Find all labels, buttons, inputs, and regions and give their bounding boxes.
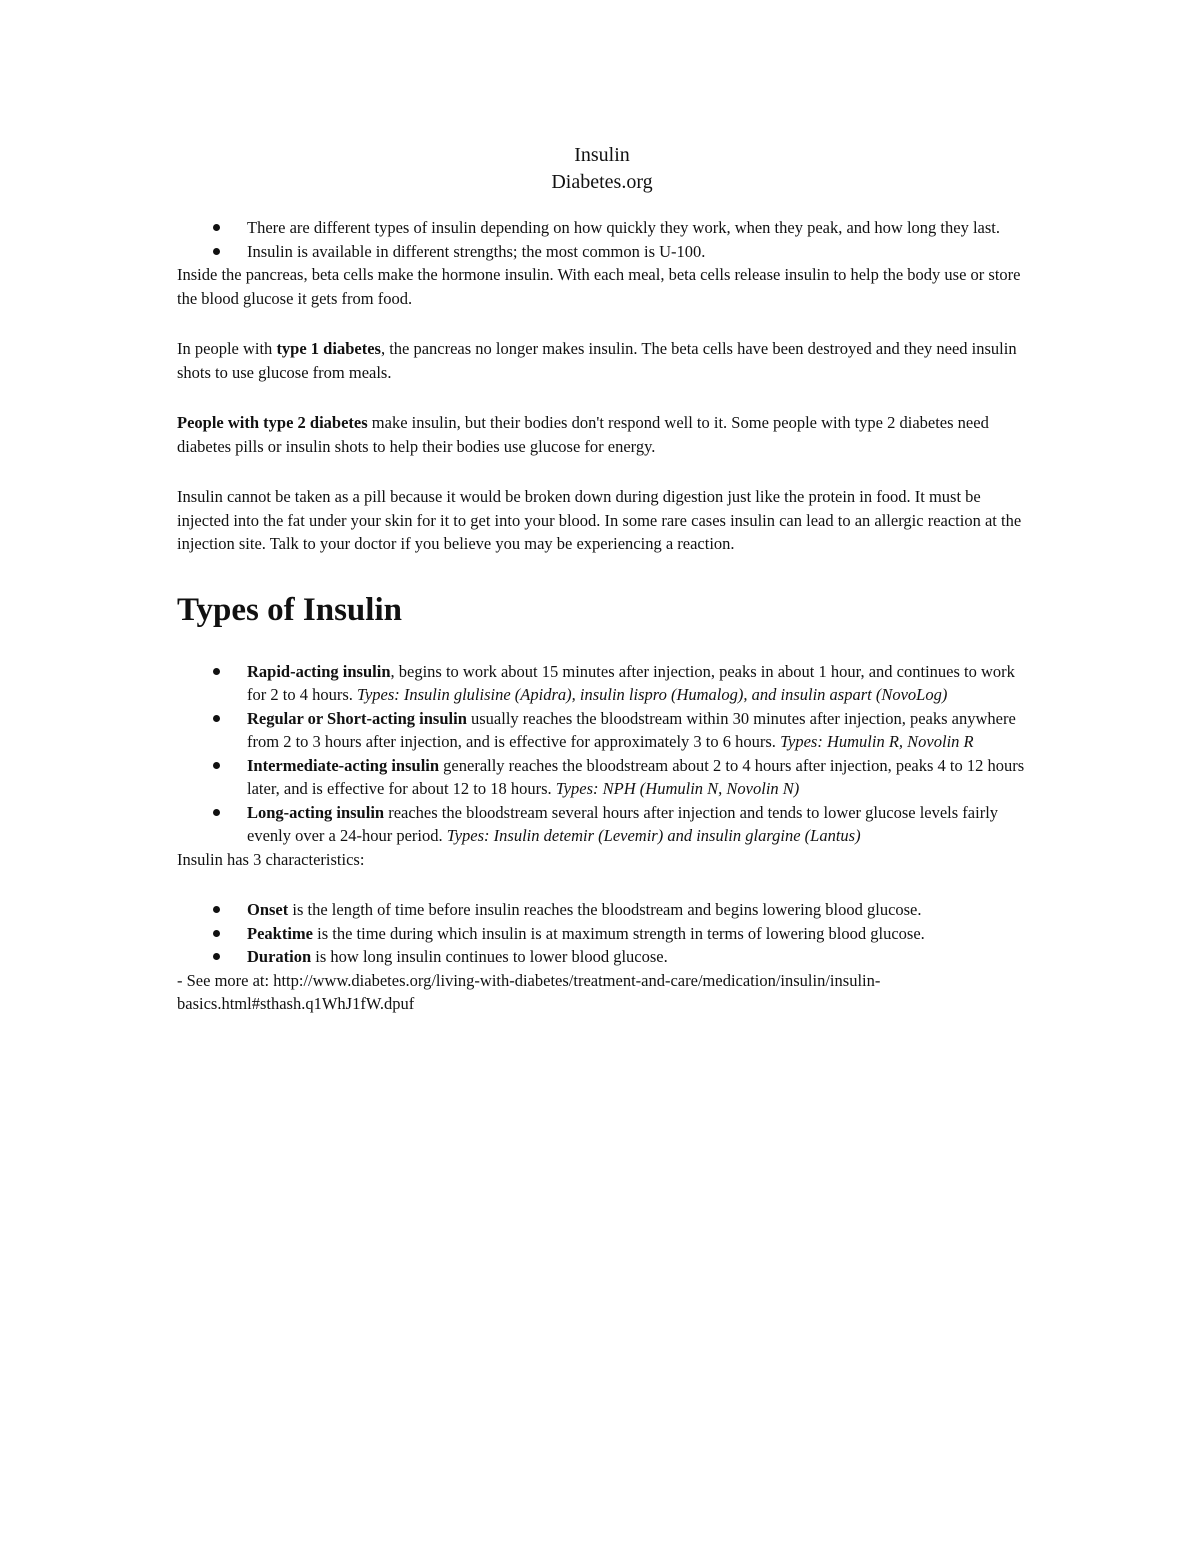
insulin-type-term: Long-acting insulin (247, 802, 385, 822)
list-item (247, 801, 1027, 848)
list-item (247, 754, 1027, 801)
bullet-icon (213, 224, 220, 231)
summary-text: Insulin is available in different strengths; the most common is U-100. (247, 241, 706, 261)
characteristic-term: Peaktime (247, 923, 313, 943)
insulin-type-examples: Types: NPH (Humulin N, Novolin N) (555, 779, 800, 798)
section-heading-types: Types of Insulin (177, 591, 402, 628)
insulin-types-list (177, 660, 1027, 848)
characteristic-term: Onset (247, 900, 289, 919)
source-link-text: - See more at: http://www.diabetes.org/living-with-diabetes/treatment-and-care/medication/insulin/insulin-basics.html#sthash.q1WhJ1fW.dpuf (177, 970, 881, 1013)
title-block (177, 142, 1027, 196)
insulin-type-examples: Types: Humulin R, Novolin R (780, 732, 974, 751)
bullet-icon (213, 715, 220, 722)
bullet-icon (213, 762, 220, 769)
insulin-type-text: usually reaches the bloodstream within 30 minutes after injection, peaks anywhere from 2 to 3 hours after injection, and is effective for approximately 3 to 6 hours. (247, 708, 1016, 751)
document-content (177, 142, 1027, 1016)
characteristics-intro: Insulin has 3 characteristics: (177, 849, 365, 869)
summary-text: There are different types of insulin depending on how quickly they work, when they peak, and how long they last. (247, 218, 1001, 237)
list-item (247, 922, 1027, 946)
bullet-icon (213, 668, 220, 675)
insulin-type-examples: Types: Insulin detemir (Levemir) and insulin glargine (Lantus) (446, 826, 861, 845)
list-item (247, 216, 1027, 240)
insulin-type-term: Rapid-acting insulin (247, 661, 391, 681)
paragraph-type2 (177, 411, 1027, 458)
insulin-type-term: Intermediate-acting insulin (247, 755, 440, 775)
list-item (247, 240, 1027, 264)
list-item (247, 707, 1027, 754)
list-item (247, 898, 1027, 922)
bold-term: People with (177, 413, 264, 432)
insulin-type-text: reaches the bloodstream several hours after injection and tends to lower glucose levels fairly evenly over a 24-hour period. (247, 802, 999, 845)
list-item (247, 660, 1027, 707)
bullet-icon (213, 248, 220, 255)
document-source: Diabetes.org (551, 171, 653, 193)
paragraph-text: In people with (177, 339, 277, 358)
characteristic-text: is the time during which insulin is at maximum strength in terms of lowering blood glucose. (312, 923, 925, 943)
paragraph-type1 (177, 337, 1027, 384)
insulin-type-text: generally reaches the bloodstream about 2 to 4 hours after injection, peaks 4 to 12 hours later, and is effective for about 12 to 18 hours. (247, 755, 1025, 798)
paragraph-beta-cells: Inside the pancreas, beta cells make the hormone insulin. With each meal, beta cells release insulin to help the body use or store the blood glucose it gets from food. (177, 265, 1021, 308)
characteristic-text: is the length of time before insulin reaches the bloodstream and begins lowering blood glucose. (288, 900, 922, 919)
summary-list (177, 216, 1027, 263)
insulin-type-term: Regular or Short-acting insulin (247, 708, 467, 728)
list-item (247, 945, 1027, 969)
characteristic-text: is how long insulin continues to lower blood glucose. (311, 947, 668, 966)
paragraph-injection: Insulin cannot be taken as a pill because it would be broken down during digestion just like the protein in food. It must be injected into the fat under your skin for it to get into your blood. In some rare cases insulin can lead to an allergic reaction at the injection site. Talk to your doctor if you believe you may be experiencing a reaction. (177, 487, 1022, 553)
bullet-icon (213, 930, 220, 937)
insulin-type-text: , begins to work about 15 minutes after injection, peaks in about 1 hour, and continues to work for 2 to 4 hours. (247, 661, 1015, 704)
paragraph-text: , the pancreas no longer makes insulin. The beta cells have been destroyed and they need insulin shots to use glucose from meals. (177, 339, 1017, 382)
characteristic-term: Duration (247, 947, 312, 966)
paragraph-text: make insulin, but their bodies don't respond well to it. Some people with type 2 diabetes need diabetes pills or insulin shots to help their bodies use glucose for energy. (177, 413, 989, 456)
bullet-icon (213, 809, 220, 816)
bullet-icon (213, 906, 220, 913)
characteristics-list (177, 898, 1027, 969)
insulin-type-examples: Types: Insulin glulisine (Apidra), insulin lispro (Humalog), and insulin aspart (NovoLog) (357, 685, 948, 704)
bold-term: type 1 diabetes (276, 339, 381, 358)
bold-term: type 2 diabetes (263, 413, 368, 432)
document-title: Insulin (574, 144, 630, 166)
bullet-icon (213, 953, 220, 960)
